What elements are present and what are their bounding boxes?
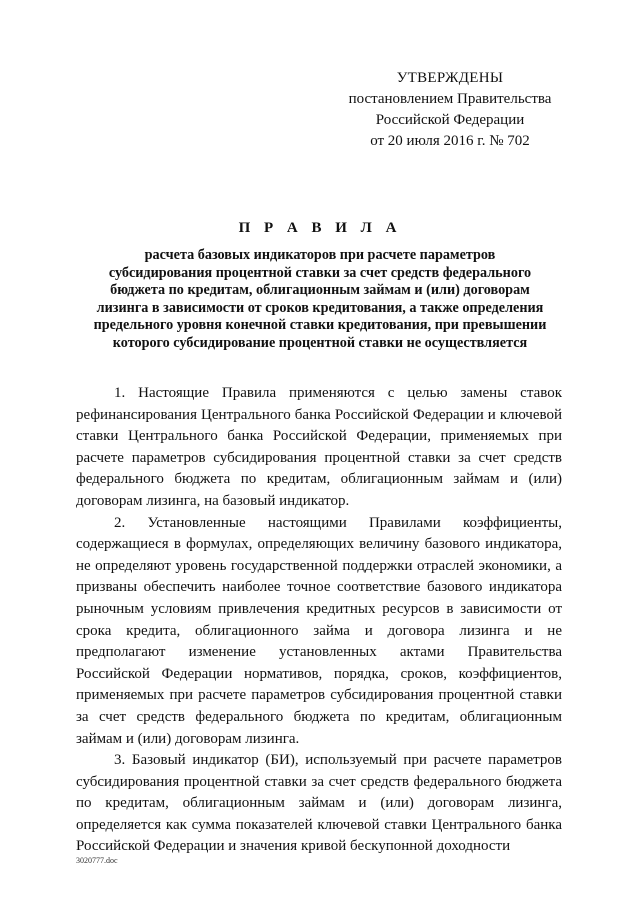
approval-line: постановлением Правительства bbox=[348, 91, 552, 107]
subtitle-line: расчета базовых индикаторов при расчете параметров bbox=[144, 247, 496, 263]
document-title: П Р А В И Л А bbox=[238, 220, 402, 236]
approval-title: УТВЕРЖДЕНЫ bbox=[396, 70, 504, 86]
subtitle-line: бюджета по кредитам, облигационным займам и (или) договорам bbox=[110, 282, 530, 298]
footer-file-name: 3020777.doc bbox=[76, 856, 118, 865]
subtitle-line: лизинга в зависимости от сроков кредитования, а также определения bbox=[96, 299, 544, 316]
subtitle-line: субсидирования процентной ставки за счет средств федерального bbox=[108, 264, 532, 281]
paragraph-2: 2. Установленные настоящими Правилами коэффициенты, содержащиеся в формулах, определяющих величину базового индикатора, не определяют уровень государственной поддержки отраслей экономики, а призваны обеспечить наиболее точное соответствие базового индикатора рыночным условиям привлечения кредитных ресурсов в зависимости от срока кредита, облигационного займа и договора лизинга и не предполагают изменение установленных актами Правительства Российской Федерации нормативов, порядка, сроков, коэффициентов, применяемых при расчете параметров субсидирования процентной ставки за счет средств федерального бюджета по кредитам, облигационным займам и (или) договорам лизинга. bbox=[76, 514, 562, 747]
document-subtitle bbox=[70, 247, 570, 352]
subtitle-line: которого субсидирование процентной ставки не осуществляется bbox=[112, 334, 528, 351]
paragraph-1: 1. Настоящие Правила применяются с целью замены ставок рефинансирования Центрального банка Российской Федерации и ключевой ставки Центрального банка Российской Федерации, применяемых при расчете параметров субсидирования процентной ставки за счет средств федерального бюджета по кредитам, облигационным займам и (или) договорам лизинга, на базовый индикатор. bbox=[76, 385, 562, 509]
paragraph-3: 3. Базовый индикатор (БИ), используемый при расчете параметров субсидирования процентной ставки за счет средств федерального бюджета по кредитам, облигационным займам и (или) договорам лизинга, определяется как сумма показателей ключевой ставки Центрального банка Российской Федерации и значения кривой бескупонной доходности bbox=[76, 752, 562, 855]
approval-date-line: от 20 июля 2016 г. № 702 bbox=[370, 133, 530, 149]
approval-line: Российской Федерации bbox=[375, 112, 525, 128]
approval-stamp bbox=[330, 68, 570, 152]
subtitle-line: предельного уровня конечной ставки кредитования, при превышении bbox=[93, 317, 547, 333]
document-body bbox=[76, 383, 562, 858]
